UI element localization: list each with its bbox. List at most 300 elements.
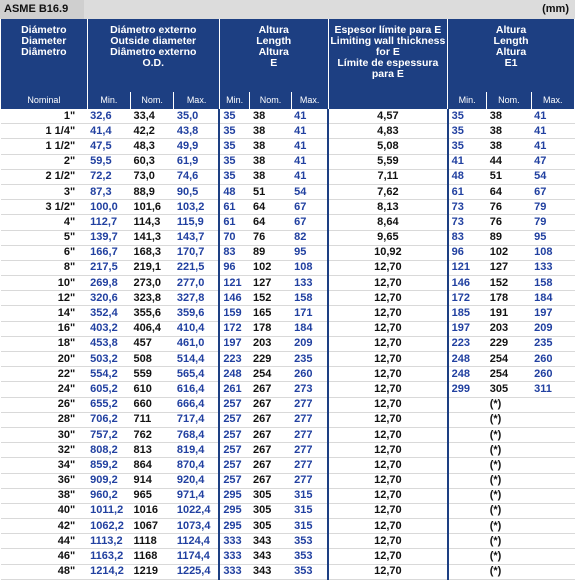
e-max-cell: 273 bbox=[291, 382, 328, 397]
e1-min-cell: 61 bbox=[448, 184, 487, 199]
e1-max-cell: 260 bbox=[531, 367, 574, 382]
e1-nom-cell: (*) bbox=[487, 519, 531, 534]
e1-max-cell: 41 bbox=[531, 139, 574, 154]
e1-nom-cell: (*) bbox=[487, 503, 531, 518]
od-max-cell: 35,0 bbox=[174, 109, 219, 124]
od-max-cell: 359,6 bbox=[174, 306, 219, 321]
e1-max-cell: 133 bbox=[531, 260, 574, 275]
od-max-cell: 1022,4 bbox=[174, 503, 219, 518]
e-min-cell: 295 bbox=[219, 519, 250, 534]
e1-max-cell bbox=[531, 397, 574, 412]
od-nom-cell: 114,3 bbox=[131, 215, 174, 230]
od-max-cell: 565,4 bbox=[174, 367, 219, 382]
od-nom-cell: 355,6 bbox=[131, 306, 174, 321]
nominal-cell: 22" bbox=[1, 367, 88, 382]
e1-max-cell bbox=[531, 427, 574, 442]
e-nom-cell: 267 bbox=[250, 473, 291, 488]
e1-min-cell bbox=[448, 564, 487, 579]
col-wall-thickness-header: Espesor límite para E Limiting wall thickness for E Límite de espessura para E bbox=[328, 19, 447, 92]
sub-nominal: Nominal bbox=[1, 92, 88, 109]
e1-nom-cell: 178 bbox=[487, 291, 531, 306]
e-min-cell: 248 bbox=[219, 367, 250, 382]
nominal-cell: 48" bbox=[1, 564, 88, 579]
od-nom-cell: 1118 bbox=[131, 534, 174, 549]
od-nom-cell: 1016 bbox=[131, 503, 174, 518]
e1-nom-cell: (*) bbox=[487, 458, 531, 473]
od-min-cell: 1062,2 bbox=[87, 519, 130, 534]
sub-od-nom: Nom. bbox=[131, 92, 174, 109]
e1-max-cell bbox=[531, 519, 574, 534]
od-nom-cell: 1067 bbox=[131, 519, 174, 534]
e1-min-cell: 48 bbox=[448, 169, 487, 184]
od-nom-cell: 660 bbox=[131, 397, 174, 412]
e-max-cell: 67 bbox=[291, 215, 328, 230]
od-nom-cell: 323,8 bbox=[131, 291, 174, 306]
od-nom-cell: 141,3 bbox=[131, 230, 174, 245]
table-row bbox=[1, 352, 575, 367]
od-min-cell: 1214,2 bbox=[87, 564, 130, 579]
od-min-cell: 112,7 bbox=[87, 215, 130, 230]
e-min-cell: 257 bbox=[219, 412, 250, 427]
table-row bbox=[1, 549, 575, 564]
e-max-cell: 235 bbox=[291, 352, 328, 367]
od-max-cell: 870,4 bbox=[174, 458, 219, 473]
e1-nom-cell: (*) bbox=[487, 397, 531, 412]
wall-thickness-cell: 12,70 bbox=[328, 291, 447, 306]
od-min-cell: 139,7 bbox=[87, 230, 130, 245]
e1-nom-cell: (*) bbox=[487, 549, 531, 564]
e-max-cell: 277 bbox=[291, 443, 328, 458]
wall-thickness-cell: 7,62 bbox=[328, 184, 447, 199]
e1-nom-cell: 152 bbox=[487, 276, 531, 291]
e1-min-cell: 223 bbox=[448, 336, 487, 351]
e-min-cell: 61 bbox=[219, 200, 250, 215]
e1-max-cell bbox=[531, 534, 574, 549]
e1-min-cell bbox=[448, 503, 487, 518]
nominal-cell: 4" bbox=[1, 215, 88, 230]
e-max-cell: 133 bbox=[291, 276, 328, 291]
od-max-cell: 768,4 bbox=[174, 427, 219, 442]
e1-min-cell bbox=[448, 473, 487, 488]
od-max-cell: 1225,4 bbox=[174, 564, 219, 579]
unit-label: (mm) bbox=[542, 3, 569, 15]
e-max-cell: 41 bbox=[291, 169, 328, 184]
sub-od-max: Max. bbox=[174, 92, 219, 109]
wall-thickness-cell: 10,92 bbox=[328, 245, 447, 260]
e-min-cell: 35 bbox=[219, 154, 250, 169]
col-length-e-header: Altura Length Altura E bbox=[219, 19, 328, 92]
e-nom-cell: 178 bbox=[250, 321, 291, 336]
e-min-cell: 257 bbox=[219, 397, 250, 412]
wall-thickness-cell: 12,70 bbox=[328, 260, 447, 275]
e-nom-cell: 152 bbox=[250, 291, 291, 306]
e1-min-cell bbox=[448, 534, 487, 549]
od-nom-cell: 864 bbox=[131, 458, 174, 473]
nominal-cell: 3" bbox=[1, 184, 88, 199]
od-max-cell: 666,4 bbox=[174, 397, 219, 412]
od-nom-cell: 88,9 bbox=[131, 184, 174, 199]
od-max-cell: 61,9 bbox=[174, 154, 219, 169]
e1-max-cell: 235 bbox=[531, 336, 574, 351]
e1-min-cell: 248 bbox=[448, 367, 487, 382]
od-nom-cell: 48,3 bbox=[131, 139, 174, 154]
e-nom-cell: 76 bbox=[250, 230, 291, 245]
e-max-cell: 108 bbox=[291, 260, 328, 275]
e1-min-cell: 146 bbox=[448, 276, 487, 291]
od-max-cell: 277,0 bbox=[174, 276, 219, 291]
sub-e1-nom: Nom. bbox=[487, 92, 531, 109]
od-nom-cell: 965 bbox=[131, 488, 174, 503]
e1-min-cell bbox=[448, 488, 487, 503]
od-max-cell: 90,5 bbox=[174, 184, 219, 199]
nominal-cell: 2 1/2" bbox=[1, 169, 88, 184]
e-nom-cell: 267 bbox=[250, 412, 291, 427]
e1-nom-cell: 254 bbox=[487, 367, 531, 382]
e1-nom-cell: 254 bbox=[487, 352, 531, 367]
nominal-cell: 10" bbox=[1, 276, 88, 291]
od-max-cell: 1174,4 bbox=[174, 549, 219, 564]
od-min-cell: 59,5 bbox=[87, 154, 130, 169]
table-row bbox=[1, 200, 575, 215]
e-min-cell: 257 bbox=[219, 427, 250, 442]
e-nom-cell: 51 bbox=[250, 184, 291, 199]
table-row bbox=[1, 458, 575, 473]
e-nom-cell: 38 bbox=[250, 169, 291, 184]
e-min-cell: 295 bbox=[219, 488, 250, 503]
nominal-cell: 32" bbox=[1, 443, 88, 458]
od-min-cell: 1113,2 bbox=[87, 534, 130, 549]
od-nom-cell: 406,4 bbox=[131, 321, 174, 336]
e1-nom-cell: 76 bbox=[487, 215, 531, 230]
table-row bbox=[1, 109, 575, 124]
wall-thickness-cell: 12,70 bbox=[328, 306, 447, 321]
e1-nom-cell: 38 bbox=[487, 139, 531, 154]
e1-min-cell: 299 bbox=[448, 382, 487, 397]
e1-max-cell: 79 bbox=[531, 215, 574, 230]
e-max-cell: 171 bbox=[291, 306, 328, 321]
wall-thickness-cell: 12,70 bbox=[328, 549, 447, 564]
table-row bbox=[1, 291, 575, 306]
e1-min-cell bbox=[448, 427, 487, 442]
standard-label: ASME B16.9 bbox=[0, 0, 84, 19]
table-row bbox=[1, 382, 575, 397]
od-max-cell: 971,4 bbox=[174, 488, 219, 503]
od-max-cell: 327,8 bbox=[174, 291, 219, 306]
od-nom-cell: 1219 bbox=[131, 564, 174, 579]
e-max-cell: 209 bbox=[291, 336, 328, 351]
e1-min-cell bbox=[448, 443, 487, 458]
od-nom-cell: 73,0 bbox=[131, 169, 174, 184]
e-min-cell: 70 bbox=[219, 230, 250, 245]
nominal-cell: 16" bbox=[1, 321, 88, 336]
od-max-cell: 103,2 bbox=[174, 200, 219, 215]
e-max-cell: 67 bbox=[291, 200, 328, 215]
e1-min-cell: 185 bbox=[448, 306, 487, 321]
wall-thickness-cell: 8,64 bbox=[328, 215, 447, 230]
e-min-cell: 295 bbox=[219, 503, 250, 518]
e-min-cell: 257 bbox=[219, 458, 250, 473]
od-nom-cell: 508 bbox=[131, 352, 174, 367]
nominal-cell: 1" bbox=[1, 109, 88, 124]
e-max-cell: 41 bbox=[291, 109, 328, 124]
od-nom-cell: 813 bbox=[131, 443, 174, 458]
e1-nom-cell: 203 bbox=[487, 321, 531, 336]
nominal-cell: 18" bbox=[1, 336, 88, 351]
od-max-cell: 920,4 bbox=[174, 473, 219, 488]
nominal-cell: 1 1/4" bbox=[1, 124, 88, 139]
od-nom-cell: 711 bbox=[131, 412, 174, 427]
e1-nom-cell: (*) bbox=[487, 488, 531, 503]
e-nom-cell: 165 bbox=[250, 306, 291, 321]
e1-nom-cell: (*) bbox=[487, 564, 531, 579]
e-max-cell: 315 bbox=[291, 519, 328, 534]
od-nom-cell: 101,6 bbox=[131, 200, 174, 215]
table-row bbox=[1, 443, 575, 458]
e-nom-cell: 102 bbox=[250, 260, 291, 275]
e1-max-cell bbox=[531, 473, 574, 488]
e-nom-cell: 267 bbox=[250, 458, 291, 473]
e-max-cell: 353 bbox=[291, 534, 328, 549]
od-min-cell: 757,2 bbox=[87, 427, 130, 442]
e1-min-cell bbox=[448, 412, 487, 427]
e1-max-cell: 54 bbox=[531, 169, 574, 184]
wall-thickness-cell: 5,59 bbox=[328, 154, 447, 169]
e1-nom-cell: 229 bbox=[487, 336, 531, 351]
e1-max-cell bbox=[531, 564, 574, 579]
e-nom-cell: 305 bbox=[250, 519, 291, 534]
nominal-cell: 40" bbox=[1, 503, 88, 518]
od-max-cell: 115,9 bbox=[174, 215, 219, 230]
od-max-cell: 819,4 bbox=[174, 443, 219, 458]
wall-thickness-cell: 12,70 bbox=[328, 397, 447, 412]
e-nom-cell: 267 bbox=[250, 397, 291, 412]
od-nom-cell: 168,3 bbox=[131, 245, 174, 260]
e1-nom-cell: 38 bbox=[487, 109, 531, 124]
od-max-cell: 616,4 bbox=[174, 382, 219, 397]
e-nom-cell: 254 bbox=[250, 367, 291, 382]
od-min-cell: 87,3 bbox=[87, 184, 130, 199]
table-row bbox=[1, 230, 575, 245]
e1-nom-cell: (*) bbox=[487, 534, 531, 549]
e1-min-cell: 83 bbox=[448, 230, 487, 245]
e1-nom-cell: 102 bbox=[487, 245, 531, 260]
e1-min-cell: 35 bbox=[448, 109, 487, 124]
e-max-cell: 277 bbox=[291, 458, 328, 473]
e-min-cell: 257 bbox=[219, 473, 250, 488]
e-nom-cell: 38 bbox=[250, 139, 291, 154]
e1-min-cell: 172 bbox=[448, 291, 487, 306]
e-nom-cell: 203 bbox=[250, 336, 291, 351]
nominal-cell: 28" bbox=[1, 412, 88, 427]
nominal-cell: 36" bbox=[1, 473, 88, 488]
wall-thickness-cell: 12,70 bbox=[328, 321, 447, 336]
nominal-cell: 46" bbox=[1, 549, 88, 564]
wall-thickness-cell: 7,11 bbox=[328, 169, 447, 184]
table-row bbox=[1, 427, 575, 442]
e1-nom-cell: (*) bbox=[487, 443, 531, 458]
od-min-cell: 320,6 bbox=[87, 291, 130, 306]
od-nom-cell: 219,1 bbox=[131, 260, 174, 275]
e-max-cell: 277 bbox=[291, 427, 328, 442]
e-min-cell: 83 bbox=[219, 245, 250, 260]
e-min-cell: 261 bbox=[219, 382, 250, 397]
nominal-cell: 6" bbox=[1, 245, 88, 260]
nominal-cell: 34" bbox=[1, 458, 88, 473]
od-max-cell: 514,4 bbox=[174, 352, 219, 367]
e1-nom-cell: 44 bbox=[487, 154, 531, 169]
od-min-cell: 503,2 bbox=[87, 352, 130, 367]
e1-max-cell bbox=[531, 488, 574, 503]
e1-max-cell: 67 bbox=[531, 184, 574, 199]
wall-thickness-cell: 12,70 bbox=[328, 412, 447, 427]
e-min-cell: 35 bbox=[219, 139, 250, 154]
od-nom-cell: 914 bbox=[131, 473, 174, 488]
table-row bbox=[1, 139, 575, 154]
od-min-cell: 554,2 bbox=[87, 367, 130, 382]
wall-thickness-cell: 12,70 bbox=[328, 488, 447, 503]
od-max-cell: 1124,4 bbox=[174, 534, 219, 549]
table-row bbox=[1, 124, 575, 139]
table-row bbox=[1, 503, 575, 518]
od-max-cell: 170,7 bbox=[174, 245, 219, 260]
e-max-cell: 315 bbox=[291, 488, 328, 503]
e-nom-cell: 267 bbox=[250, 443, 291, 458]
e1-nom-cell: 51 bbox=[487, 169, 531, 184]
od-min-cell: 100,0 bbox=[87, 200, 130, 215]
e1-max-cell bbox=[531, 443, 574, 458]
e-min-cell: 172 bbox=[219, 321, 250, 336]
e-nom-cell: 89 bbox=[250, 245, 291, 260]
od-min-cell: 217,5 bbox=[87, 260, 130, 275]
od-nom-cell: 273,0 bbox=[131, 276, 174, 291]
table-row bbox=[1, 473, 575, 488]
e-min-cell: 223 bbox=[219, 352, 250, 367]
e1-max-cell: 108 bbox=[531, 245, 574, 260]
e-max-cell: 41 bbox=[291, 139, 328, 154]
wall-thickness-cell: 9,65 bbox=[328, 230, 447, 245]
od-nom-cell: 60,3 bbox=[131, 154, 174, 169]
e-nom-cell: 38 bbox=[250, 124, 291, 139]
e-nom-cell: 38 bbox=[250, 109, 291, 124]
e1-nom-cell: 76 bbox=[487, 200, 531, 215]
e1-min-cell bbox=[448, 397, 487, 412]
wall-thickness-cell: 12,70 bbox=[328, 427, 447, 442]
e-min-cell: 61 bbox=[219, 215, 250, 230]
wall-thickness-cell: 5,08 bbox=[328, 139, 447, 154]
od-min-cell: 47,5 bbox=[87, 139, 130, 154]
wall-thickness-cell: 12,70 bbox=[328, 276, 447, 291]
od-min-cell: 859,2 bbox=[87, 458, 130, 473]
e1-nom-cell: 127 bbox=[487, 260, 531, 275]
wall-thickness-cell: 12,70 bbox=[328, 336, 447, 351]
e1-nom-cell: (*) bbox=[487, 427, 531, 442]
sub-od-min: Min. bbox=[87, 92, 130, 109]
e-max-cell: 353 bbox=[291, 549, 328, 564]
e-max-cell: 353 bbox=[291, 564, 328, 579]
nominal-cell: 38" bbox=[1, 488, 88, 503]
table-row bbox=[1, 276, 575, 291]
e-min-cell: 333 bbox=[219, 549, 250, 564]
od-nom-cell: 762 bbox=[131, 427, 174, 442]
nominal-cell: 12" bbox=[1, 291, 88, 306]
e-nom-cell: 305 bbox=[250, 488, 291, 503]
e1-max-cell bbox=[531, 503, 574, 518]
od-min-cell: 269,8 bbox=[87, 276, 130, 291]
od-min-cell: 41,4 bbox=[87, 124, 130, 139]
table-body bbox=[1, 109, 575, 579]
wall-thickness-cell: 12,70 bbox=[328, 534, 447, 549]
e-min-cell: 333 bbox=[219, 534, 250, 549]
table-row bbox=[1, 397, 575, 412]
sub-e-min: Min. bbox=[219, 92, 250, 109]
e-min-cell: 121 bbox=[219, 276, 250, 291]
e1-nom-cell: 64 bbox=[487, 184, 531, 199]
od-min-cell: 655,2 bbox=[87, 397, 130, 412]
nominal-cell: 14" bbox=[1, 306, 88, 321]
e-min-cell: 35 bbox=[219, 109, 250, 124]
od-nom-cell: 559 bbox=[131, 367, 174, 382]
e-max-cell: 41 bbox=[291, 154, 328, 169]
od-nom-cell: 1168 bbox=[131, 549, 174, 564]
table-row bbox=[1, 336, 575, 351]
wall-thickness-cell: 12,70 bbox=[328, 352, 447, 367]
od-max-cell: 143,7 bbox=[174, 230, 219, 245]
od-max-cell: 1073,4 bbox=[174, 519, 219, 534]
e-min-cell: 257 bbox=[219, 443, 250, 458]
nominal-cell: 1 1/2" bbox=[1, 139, 88, 154]
e1-nom-cell: 305 bbox=[487, 382, 531, 397]
e1-max-cell: 197 bbox=[531, 306, 574, 321]
nominal-cell: 44" bbox=[1, 534, 88, 549]
e-min-cell: 35 bbox=[219, 124, 250, 139]
e1-max-cell bbox=[531, 412, 574, 427]
od-min-cell: 1163,2 bbox=[87, 549, 130, 564]
table-row bbox=[1, 245, 575, 260]
od-min-cell: 166,7 bbox=[87, 245, 130, 260]
od-min-cell: 909,2 bbox=[87, 473, 130, 488]
od-min-cell: 960,2 bbox=[87, 488, 130, 503]
e-min-cell: 48 bbox=[219, 184, 250, 199]
od-min-cell: 403,2 bbox=[87, 321, 130, 336]
e1-max-cell: 79 bbox=[531, 200, 574, 215]
table-row bbox=[1, 215, 575, 230]
e1-min-cell: 73 bbox=[448, 215, 487, 230]
e-nom-cell: 127 bbox=[250, 276, 291, 291]
sub-e1-min: Min. bbox=[448, 92, 487, 109]
e-max-cell: 277 bbox=[291, 397, 328, 412]
e1-max-cell: 209 bbox=[531, 321, 574, 336]
e1-min-cell: 73 bbox=[448, 200, 487, 215]
od-min-cell: 453,8 bbox=[87, 336, 130, 351]
table-row bbox=[1, 519, 575, 534]
od-max-cell: 461,0 bbox=[174, 336, 219, 351]
e1-max-cell: 184 bbox=[531, 291, 574, 306]
e1-nom-cell: 89 bbox=[487, 230, 531, 245]
od-max-cell: 74,6 bbox=[174, 169, 219, 184]
e1-max-cell bbox=[531, 458, 574, 473]
e-nom-cell: 343 bbox=[250, 549, 291, 564]
table-row bbox=[1, 184, 575, 199]
e1-min-cell bbox=[448, 458, 487, 473]
e1-min-cell: 35 bbox=[448, 139, 487, 154]
e1-nom-cell: (*) bbox=[487, 412, 531, 427]
e1-min-cell bbox=[448, 549, 487, 564]
wall-thickness-cell: 12,70 bbox=[328, 458, 447, 473]
od-max-cell: 717,4 bbox=[174, 412, 219, 427]
nominal-cell: 30" bbox=[1, 427, 88, 442]
e-min-cell: 146 bbox=[219, 291, 250, 306]
col-length-e1-header: Altura Length Altura E1 bbox=[448, 19, 575, 92]
